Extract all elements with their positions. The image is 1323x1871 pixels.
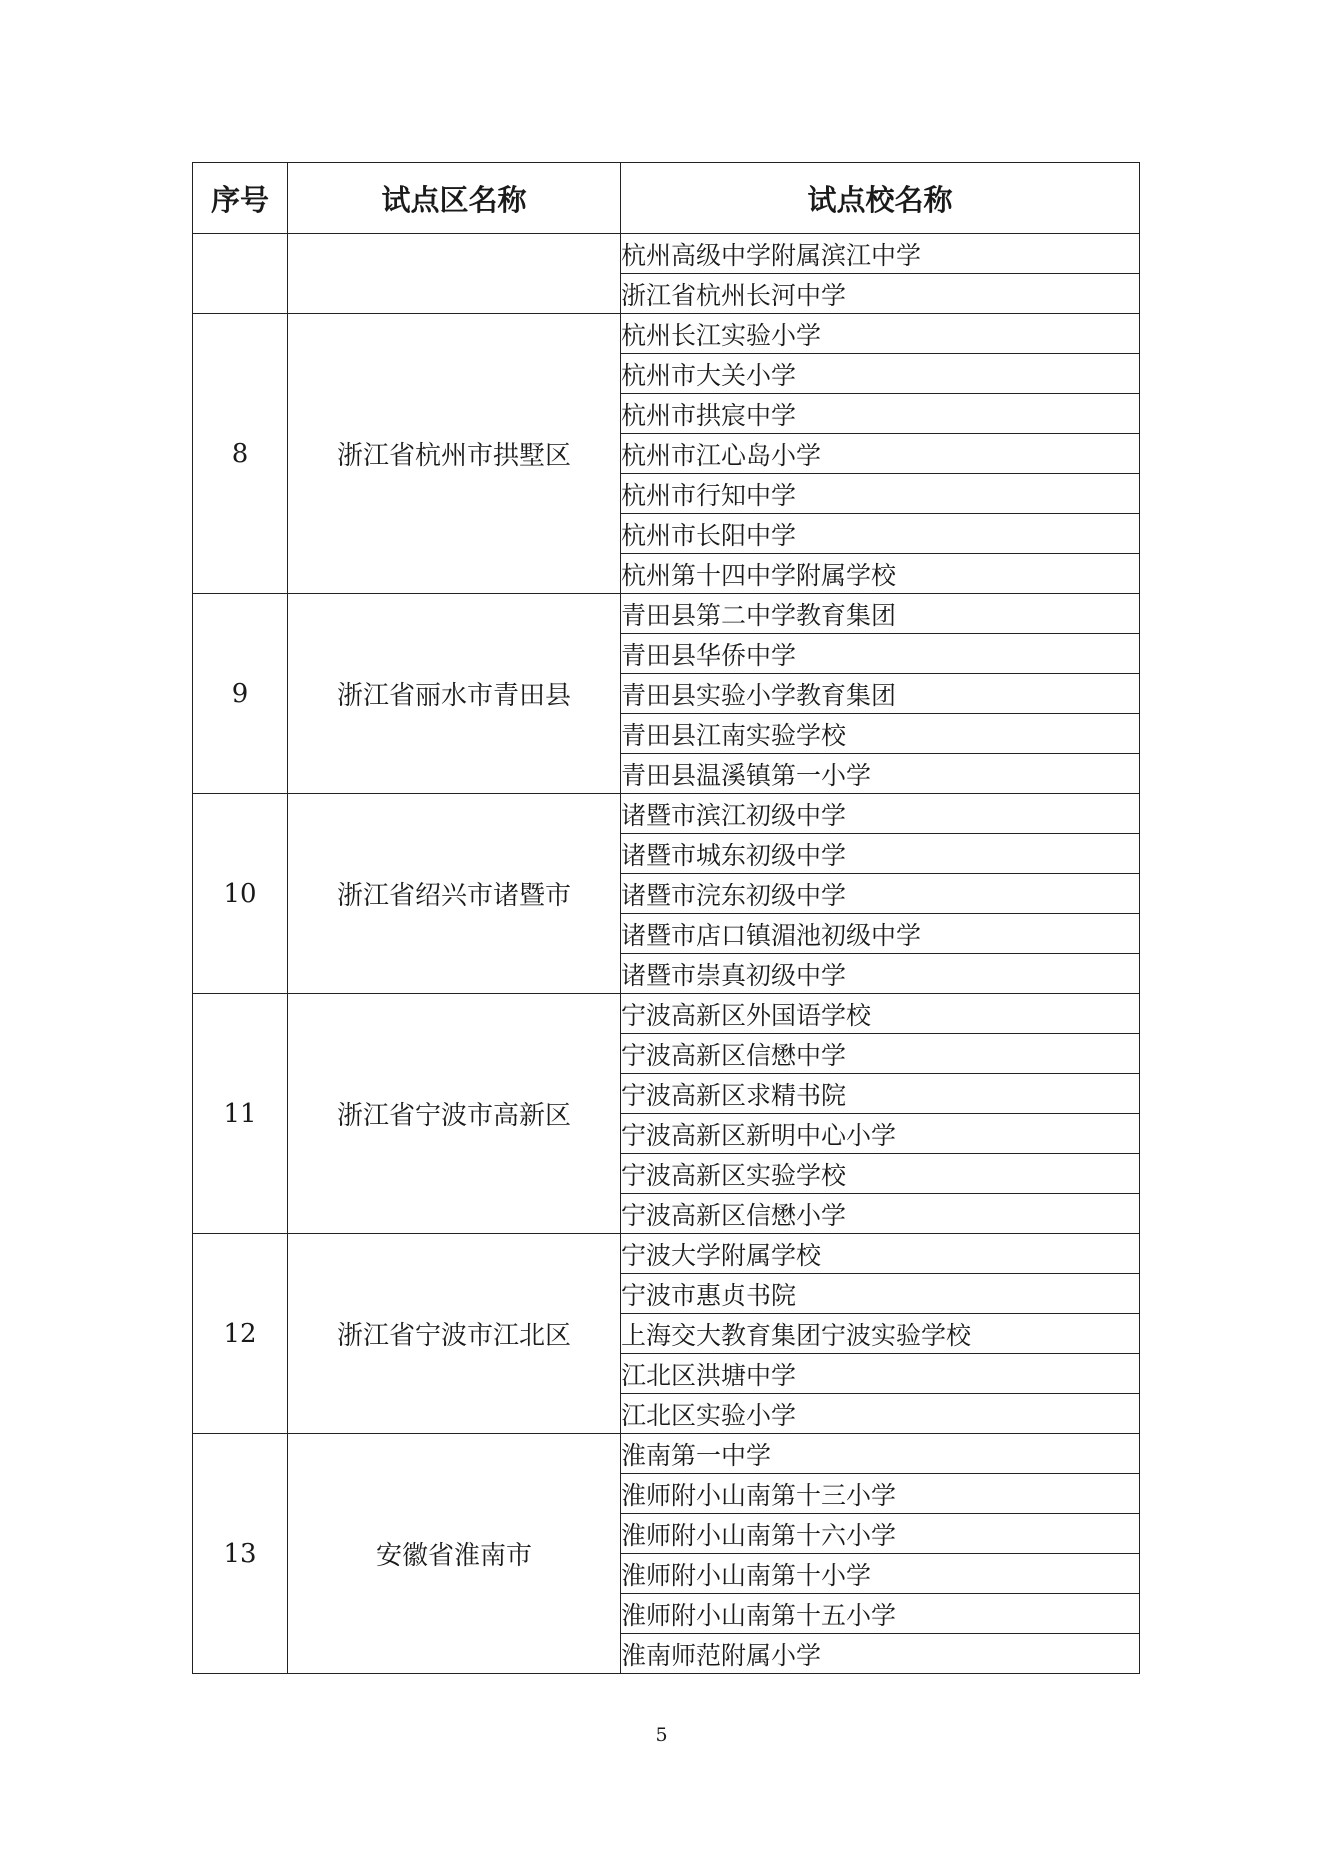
school-name: 宁波高新区新明中心小学	[621, 1114, 1140, 1154]
school-name: 浙江省杭州长河中学	[621, 274, 1140, 314]
school-name: 淮南第一中学	[621, 1434, 1140, 1474]
group-index: 13	[193, 1434, 288, 1674]
group-index: 11	[193, 994, 288, 1234]
school-name: 青田县华侨中学	[621, 634, 1140, 674]
group-region: 浙江省宁波市江北区	[288, 1234, 621, 1434]
school-name: 宁波高新区外国语学校	[621, 994, 1140, 1034]
header-index: 序号	[193, 163, 288, 234]
group-region: 浙江省宁波市高新区	[288, 994, 621, 1234]
school-name: 宁波市惠贞书院	[621, 1274, 1140, 1314]
school-name: 杭州市长阳中学	[621, 514, 1140, 554]
table-row	[193, 314, 1140, 354]
school-name: 宁波高新区信懋小学	[621, 1194, 1140, 1234]
header-region: 试点区名称	[288, 163, 621, 234]
school-name: 青田县温溪镇第一小学	[621, 754, 1140, 794]
school-name: 诸暨市崇真初级中学	[621, 954, 1140, 994]
school-name: 诸暨市滨江初级中学	[621, 794, 1140, 834]
group-index: 9	[193, 594, 288, 794]
school-name: 青田县江南实验学校	[621, 714, 1140, 754]
school-name: 诸暨市浣东初级中学	[621, 874, 1140, 914]
school-name: 诸暨市城东初级中学	[621, 834, 1140, 874]
school-name: 杭州高级中学附属滨江中学	[621, 234, 1140, 274]
group-region: 浙江省丽水市青田县	[288, 594, 621, 794]
school-name: 江北区洪塘中学	[621, 1354, 1140, 1394]
group-region: 浙江省绍兴市诸暨市	[288, 794, 621, 994]
group-index: 12	[193, 1234, 288, 1434]
table-row	[193, 234, 1140, 274]
group-region: 安徽省淮南市	[288, 1434, 621, 1674]
school-name: 淮师附小山南第十小学	[621, 1554, 1140, 1594]
school-name: 江北区实验小学	[621, 1394, 1140, 1434]
table-row	[193, 1234, 1140, 1274]
table-body	[193, 234, 1140, 1674]
school-name: 宁波高新区信懋中学	[621, 1034, 1140, 1074]
group-index	[193, 234, 288, 314]
page-number: 5	[655, 1724, 668, 1746]
school-name: 宁波大学附属学校	[621, 1234, 1140, 1274]
school-name: 杭州市行知中学	[621, 474, 1140, 514]
table-row	[193, 994, 1140, 1034]
school-name: 上海交大教育集团宁波实验学校	[621, 1314, 1140, 1354]
pilot-schools-table	[192, 162, 1140, 1674]
school-name: 杭州市拱宸中学	[621, 394, 1140, 434]
school-name: 宁波高新区实验学校	[621, 1154, 1140, 1194]
group-region: 浙江省杭州市拱墅区	[288, 314, 621, 594]
group-index: 8	[193, 314, 288, 594]
school-name: 杭州市江心岛小学	[621, 434, 1140, 474]
school-name: 杭州长江实验小学	[621, 314, 1140, 354]
school-name: 淮师附小山南第十六小学	[621, 1514, 1140, 1554]
table-header-row	[193, 163, 1140, 234]
school-name: 青田县实验小学教育集团	[621, 674, 1140, 714]
group-index: 10	[193, 794, 288, 994]
school-name: 青田县第二中学教育集团	[621, 594, 1140, 634]
school-name: 杭州市大关小学	[621, 354, 1140, 394]
school-name: 淮南师范附属小学	[621, 1634, 1140, 1674]
school-name: 淮师附小山南第十五小学	[621, 1594, 1140, 1634]
school-name: 宁波高新区求精书院	[621, 1074, 1140, 1114]
group-region	[288, 234, 621, 314]
school-name: 杭州第十四中学附属学校	[621, 554, 1140, 594]
school-name: 诸暨市店口镇湄池初级中学	[621, 914, 1140, 954]
table-row	[193, 794, 1140, 834]
header-school: 试点校名称	[621, 163, 1140, 234]
school-name: 淮师附小山南第十三小学	[621, 1474, 1140, 1514]
table-row	[193, 594, 1140, 634]
table-row	[193, 1434, 1140, 1474]
